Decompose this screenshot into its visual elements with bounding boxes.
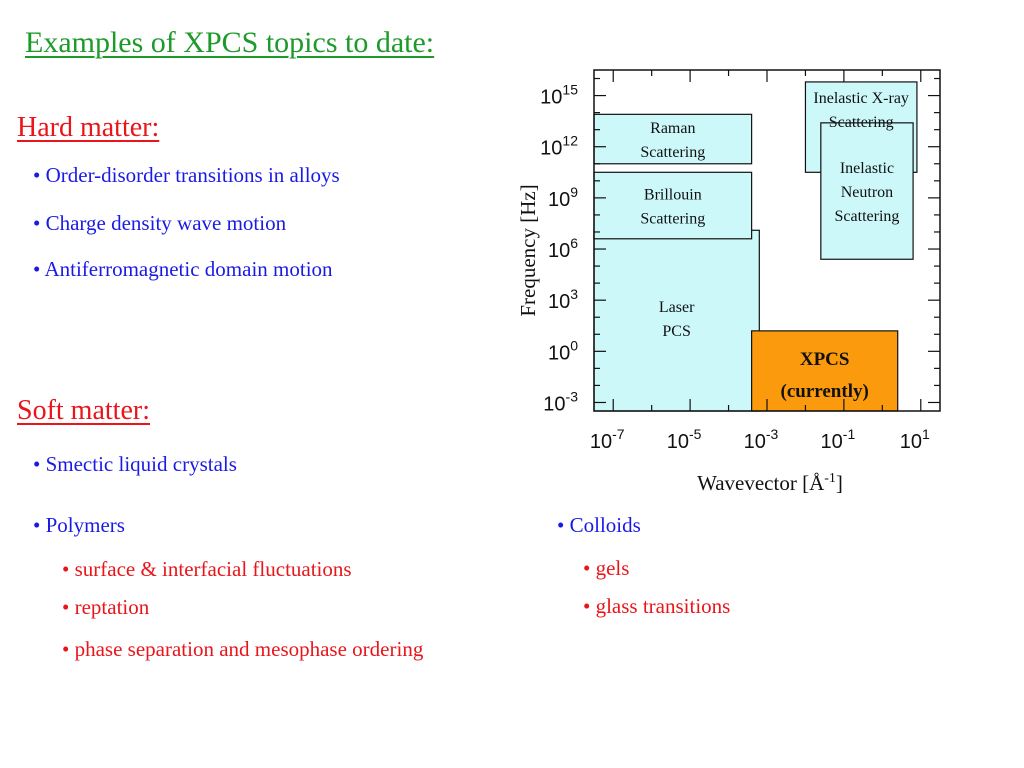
region-label: Inelastic xyxy=(839,160,895,178)
region-brillouin xyxy=(594,172,752,238)
region-label: XPCS xyxy=(799,348,850,370)
y-tick-label: $10^{-3}$ xyxy=(543,388,578,416)
y-tick-label: $10^{12}$ xyxy=(540,132,578,160)
region-label: Brillouin xyxy=(643,186,702,204)
list-item: • Antiferromagnetic domain motion xyxy=(33,257,333,281)
region-label: Inelastic X-ray xyxy=(813,89,909,107)
region-label: Scattering xyxy=(834,208,900,226)
x-tick-label: $10^{-5}$ xyxy=(666,426,702,453)
region-label: Scattering xyxy=(640,144,706,162)
list-subitem: • surface & interfacial fluctuations xyxy=(62,557,352,581)
region-label: Raman xyxy=(650,120,696,138)
soft-matter-heading: Soft matter: xyxy=(17,395,150,426)
x-tick-label: $10^{-7}$ xyxy=(589,426,625,453)
x-tick-label: $10^{-3}$ xyxy=(743,426,779,453)
list-item: • Charge density wave motion xyxy=(33,211,287,235)
slide-title: Examples of XPCS topics to date: xyxy=(25,26,435,59)
region-label: Neutron xyxy=(840,184,894,202)
list-subitem: • reptation xyxy=(62,595,150,619)
x-axis-label: Wavevector $[Å^{-1}]$ xyxy=(697,471,843,495)
y-tick-label: $10^{15}$ xyxy=(540,81,578,109)
list-item: • Smectic liquid crystals xyxy=(33,452,237,476)
y-tick-label: $10^3$ xyxy=(547,286,578,314)
region-label: PCS xyxy=(662,323,691,340)
list-subitem: • gels xyxy=(583,556,630,580)
y-tick-label: $10^6$ xyxy=(547,235,578,263)
x-tick-label: $10^1$ xyxy=(899,426,930,453)
list-subitem: • glass transitions xyxy=(583,594,731,618)
y-axis-label: Frequency [Hz] xyxy=(516,184,540,317)
list-item: • Order-disorder transitions in alloys xyxy=(33,163,340,187)
colloids-item: • Colloids xyxy=(557,513,641,537)
list-subitem: • phase separation and mesophase ordering xyxy=(62,637,424,661)
hard-matter-heading: Hard matter: xyxy=(17,112,160,143)
polymers-item: • Polymers xyxy=(33,513,125,537)
region-label: Laser xyxy=(658,299,695,316)
x-tick-label: $10^{-1}$ xyxy=(820,426,856,453)
region-label: Scattering xyxy=(640,210,706,228)
region-label: Scattering xyxy=(828,113,894,131)
region-laser-pcs xyxy=(594,230,759,411)
y-tick-label: $10^0$ xyxy=(547,337,578,365)
region-label: (currently) xyxy=(780,380,869,402)
y-tick-label: $10^9$ xyxy=(547,183,578,211)
